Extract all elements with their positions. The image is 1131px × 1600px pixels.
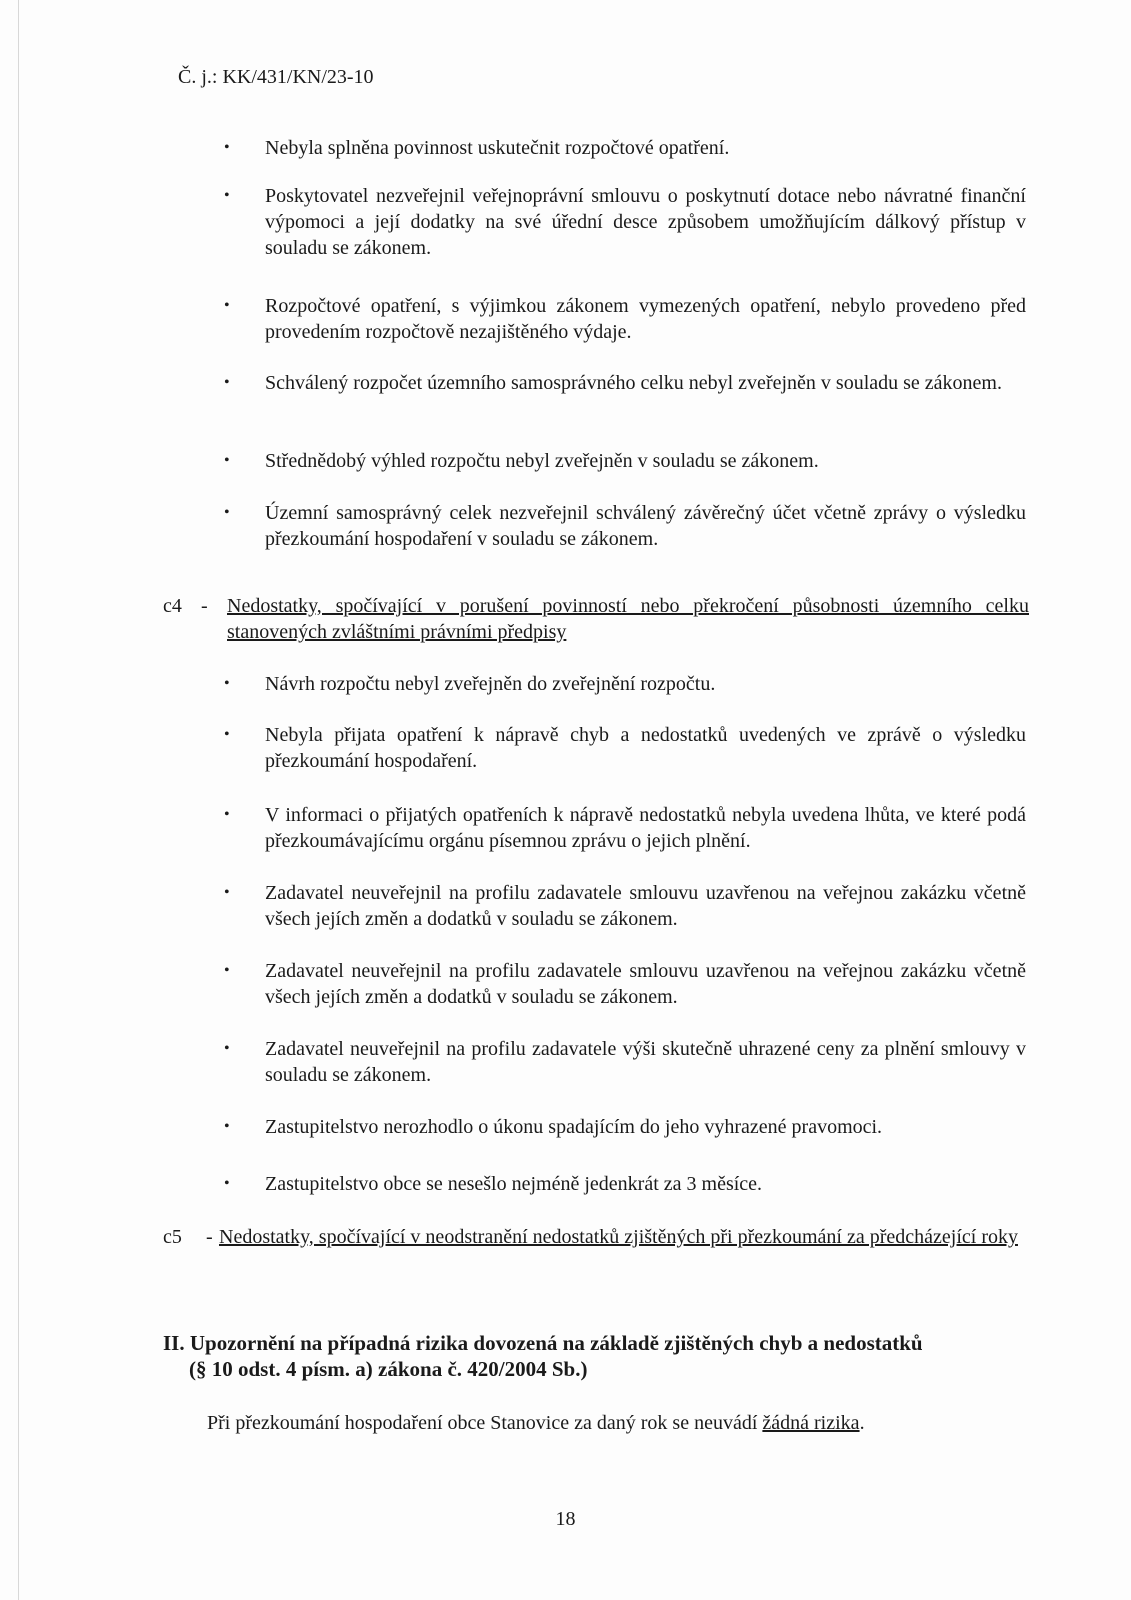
risks-paragraph: Při přezkoumání hospodaření obce Stanovice za daný rok se neuvádí žádná rizika. (207, 1412, 865, 1434)
list-item: • Zastupitelstvo nerozhodlo o úkonu spadajícím do jeho vyhrazené pravomoci. (224, 1116, 883, 1138)
list-item: • Územní samosprávný celek nezveřejnil schválený závěrečný účet včetně zprávy o výsledku přezkoumání hospodaření v souladu se zákonem. (224, 502, 1026, 550)
section-code: c4 (163, 595, 182, 617)
bullet-icon: • (224, 806, 230, 823)
list-item: • Rozpočtové opatření, s výjimkou zákonem vymezených opatření, nebylo provedeno před provedením rozpočtově nezajištěného výdaje. (224, 295, 1026, 343)
scan-edge-left (18, 0, 19, 1600)
bullet-icon: • (224, 675, 230, 692)
section-ii-heading (163, 1330, 1029, 1382)
section-title: Nedostatky, spočívající v neodstranění nedostatků zjištěných při přezkoumání za předcházející roky (219, 1226, 1018, 1248)
list-item: • Střednědobý výhled rozpočtu nebyl zveřejněn v souladu se zákonem. (224, 450, 819, 472)
list-item: • Nebyla přijata opatření k nápravě chyb a nedostatků uvedených ve zprávě o výsledku přezkoumání hospodaření. (224, 724, 1026, 772)
section-dash: - (206, 1226, 213, 1248)
list-item: • Návrh rozpočtu nebyl zveřejněn do zveřejnění rozpočtu. (224, 673, 716, 695)
list-item: • Schválený rozpočet územního samosprávného celku nebyl zveřejněn v souladu se zákonem. (224, 372, 1002, 394)
bullet-icon: • (224, 187, 230, 204)
list-item: • V informaci o přijatých opatřeních k nápravě nedostatků nebyla uvedena lhůta, ve které podá přezkoumávajícímu orgánu písemnou zprávu o jejich plnění. (224, 804, 1026, 852)
section-c4 (163, 593, 1029, 645)
page-number: 18 (555, 1508, 576, 1530)
bullet-icon: • (224, 297, 230, 314)
bullet-icon: • (224, 962, 230, 979)
bullet-icon: • (224, 884, 230, 901)
list-item: • Zadavatel neuveřejnil na profilu zadavatele smlouvu uzavřenou na veřejnou zakázku včetně všech jejích změn a dodatků v souladu se zákonem. (224, 882, 1026, 930)
reference-number: Č. j.: KK/431/KN/23-10 (178, 66, 374, 88)
no-risks-text: žádná rizika (762, 1412, 860, 1434)
bullet-icon: • (224, 374, 230, 391)
bullet-icon: • (224, 504, 230, 521)
section-title: Nedostatky, spočívající v porušení povinností nebo překročení působnosti územního celku stanovených zvláštními právními předpisy (227, 595, 1029, 643)
section-c5 (163, 1224, 1029, 1250)
list-item: • Zadavatel neuveřejnil na profilu zadavatele výši skutečně uhrazené ceny za plnění smlouvy v souladu se zákonem. (224, 1038, 1026, 1086)
list-item: • Zastupitelstvo obce se nesešlo nejméně jedenkrát za 3 měsíce. (224, 1173, 763, 1195)
bullet-icon: • (224, 1175, 230, 1192)
section-dash: - (201, 595, 208, 617)
bullet-icon: • (224, 452, 230, 469)
heading-line-legal-ref: (§ 10 odst. 4 písm. a) zákona č. 420/2004 Sb.) (189, 1357, 588, 1381)
list-item: • Poskytovatel nezveřejnil veřejnoprávní smlouvu o poskytnutí dotace nebo návratné finanční výpomoci a její dodatky na své úřední desce způsobem umožňujícím dálkový přístup v souladu se zákonem. (224, 185, 1026, 259)
section-code: c5 (163, 1226, 182, 1248)
list-item: • Nebyla splněna povinnost uskutečnit rozpočtové opatření. (224, 137, 730, 159)
bullet-icon: • (224, 1040, 230, 1057)
bullet-icon: • (224, 726, 230, 743)
heading-line: II. Upozornění na případná rizika dovozená na základě zjištěných chyb a nedostatků (163, 1331, 923, 1355)
bullet-icon: • (224, 1118, 230, 1135)
list-item: • Zadavatel neuveřejnil na profilu zadavatele smlouvu uzavřenou na veřejnou zakázku včetně všech jejích změn a dodatků v souladu se zákonem. (224, 960, 1026, 1008)
bullet-icon: • (224, 139, 230, 156)
